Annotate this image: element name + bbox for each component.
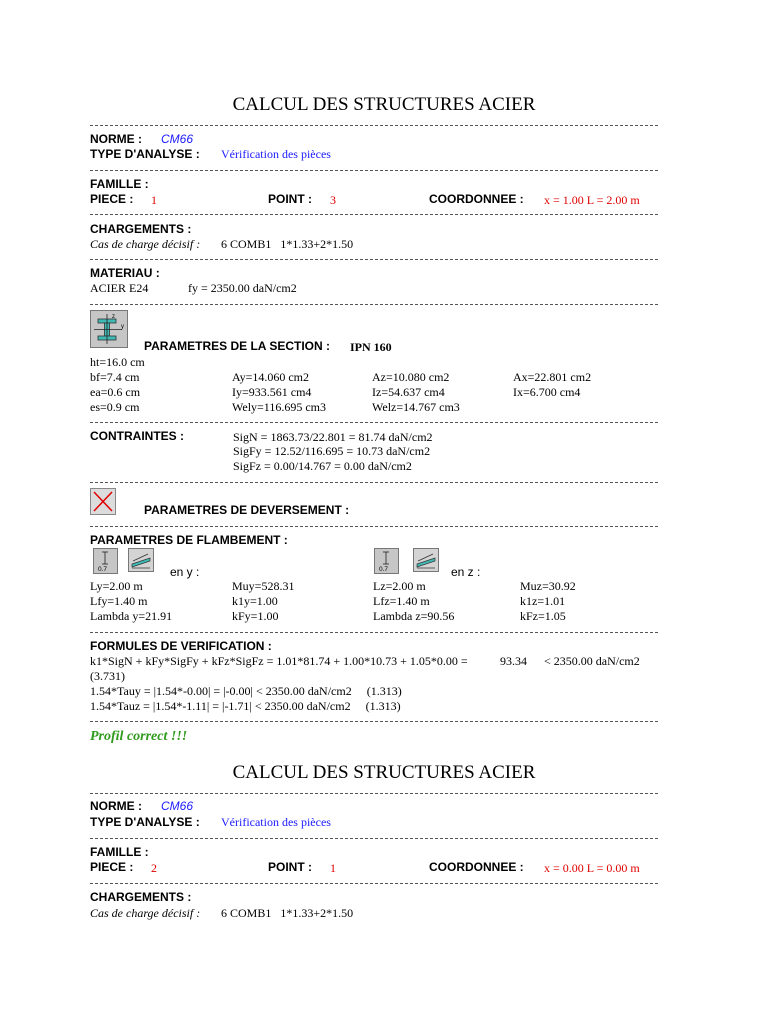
separator bbox=[90, 304, 658, 305]
flamb-muz: Muz=30.92 bbox=[520, 579, 576, 593]
separator bbox=[90, 838, 658, 839]
norme-value: CM66 bbox=[161, 132, 194, 146]
section-az: Az=10.080 cm2 bbox=[372, 370, 450, 384]
buckling-param-z-icon bbox=[413, 548, 439, 572]
section-ix: Ix=6.700 cm4 bbox=[513, 385, 581, 399]
type-analyse-value: Vérification des pièces bbox=[221, 147, 331, 161]
materiau-label: MATERIAU : bbox=[90, 266, 160, 280]
contraintes-label: CONTRAINTES : bbox=[90, 429, 184, 443]
flamb-ly: Ly=2.00 m bbox=[90, 579, 143, 593]
norme-value: CM66 bbox=[161, 799, 194, 813]
flamb-k1y: k1y=1.00 bbox=[232, 594, 278, 608]
coordonnee-value: x = 1.00 L = 2.00 m bbox=[544, 193, 640, 207]
section-profile-icon bbox=[90, 310, 128, 348]
contrainte-sigfy: SigFy = 12.52/116.695 = 10.73 daN/cm2 bbox=[233, 444, 431, 458]
separator bbox=[90, 259, 658, 260]
flamb-kfz: kFz=1.05 bbox=[520, 609, 566, 623]
section-ax: Ax=22.801 cm2 bbox=[513, 370, 592, 384]
section-iz: Iz=54.637 cm4 bbox=[372, 385, 445, 399]
cas-charge-value: 6 COMB1 1*1.33+2*1.50 bbox=[221, 906, 354, 920]
formule-interaction-ratio: (3.731) bbox=[90, 669, 125, 683]
separator bbox=[90, 170, 658, 171]
flamb-lambda-y: Lambda y=21.91 bbox=[90, 609, 173, 623]
cas-charge-value: 6 COMB1 1*1.33+2*1.50 bbox=[221, 237, 354, 251]
point-label: POINT : bbox=[268, 192, 312, 206]
coordonnee-label: COORDONNEE : bbox=[429, 860, 524, 874]
type-analyse-value: Vérification des pièces bbox=[221, 815, 331, 829]
chargements-label: CHARGEMENTS : bbox=[90, 222, 192, 236]
point-value: 3 bbox=[330, 193, 336, 207]
formule-tauz: 1.54*Tauz = |1.54*-1.11| = |-1.71| < 2350.00 daN/cm2 (1.313) bbox=[90, 699, 401, 713]
cas-charge-label: Cas de charge décisif : bbox=[90, 906, 201, 920]
section-ea: ea=0.6 cm bbox=[90, 385, 141, 399]
chargements-label: CHARGEMENTS : bbox=[90, 890, 192, 904]
formule-interaction: k1*SigN + kFy*SigFy + kFz*SigFz = 1.01*81.74 + 1.00*10.73 + 1.05*0.00 = bbox=[90, 654, 468, 668]
type-analyse-label: TYPE D'ANALYSE : bbox=[90, 147, 200, 161]
famille-label: FAMILLE : bbox=[90, 845, 149, 859]
separator bbox=[90, 125, 658, 126]
separator bbox=[90, 793, 658, 794]
svg-text:y: y bbox=[121, 324, 124, 330]
deversement-label: PARAMETRES DE DEVERSEMENT : bbox=[144, 503, 350, 517]
point-value: 1 bbox=[330, 861, 336, 875]
svg-text:z: z bbox=[112, 314, 115, 320]
contrainte-sigfz: SigFz = 0.00/14.767 = 0.00 daN/cm2 bbox=[233, 459, 412, 473]
formule-interaction-result: 93.34 bbox=[500, 654, 527, 668]
en-y-label: en y : bbox=[170, 565, 200, 579]
flamb-k1z: k1z=1.01 bbox=[520, 594, 566, 608]
piece-value: 2 bbox=[151, 861, 157, 875]
verification-result: Profil correct !!! bbox=[90, 729, 188, 744]
norme-label: NORME : bbox=[90, 799, 142, 813]
separator bbox=[90, 526, 658, 527]
coordonnee-value: x = 0.00 L = 0.00 m bbox=[544, 861, 640, 875]
section-wely: Wely=116.695 cm3 bbox=[232, 400, 327, 414]
page-title: CALCUL DES STRUCTURES ACIER bbox=[232, 94, 536, 115]
flamb-muy: Muy=528.31 bbox=[232, 579, 295, 593]
type-analyse-label: TYPE D'ANALYSE : bbox=[90, 815, 200, 829]
buckling-param-y-icon bbox=[128, 548, 154, 572]
section-ay: Ay=14.060 cm2 bbox=[232, 370, 309, 384]
section-bf: bf=7.4 cm bbox=[90, 370, 140, 384]
contrainte-sign: SigN = 1863.73/22.801 = 81.74 daN/cm2 bbox=[233, 430, 433, 444]
separator bbox=[90, 721, 658, 722]
piece-label: PIECE : bbox=[90, 860, 134, 874]
flamb-lfz: Lfz=1.40 m bbox=[373, 594, 430, 608]
section-ht: ht=16.0 cm bbox=[90, 355, 145, 369]
materiau-fy: fy = 2350.00 daN/cm2 bbox=[188, 281, 297, 295]
norme-label: NORME : bbox=[90, 132, 142, 146]
buckling-length-y-icon bbox=[93, 548, 118, 574]
famille-label: FAMILLE : bbox=[90, 177, 149, 191]
materiau-name: ACIER E24 bbox=[90, 281, 149, 295]
buckling-length-z-icon bbox=[374, 548, 399, 574]
flambement-label: PARAMETRES DE FLAMBEMENT : bbox=[90, 533, 288, 547]
separator bbox=[90, 632, 658, 633]
piece-value: 1 bbox=[151, 193, 157, 207]
deversement-disabled-icon bbox=[90, 488, 116, 515]
formule-tauy: 1.54*Tauy = |1.54*-0.00| = |-0.00| < 2350.00 daN/cm2 (1.313) bbox=[90, 684, 402, 698]
point-label: POINT : bbox=[268, 860, 312, 874]
flamb-lfy: Lfy=1.40 m bbox=[90, 594, 148, 608]
page-title-2: CALCUL DES STRUCTURES ACIER bbox=[232, 762, 536, 783]
flamb-lz: Lz=2.00 m bbox=[373, 579, 426, 593]
section-value: IPN 160 bbox=[350, 340, 392, 354]
buckling-coefficient-label: 0.7 bbox=[379, 566, 389, 573]
section-es: es=0.9 cm bbox=[90, 400, 140, 414]
separator bbox=[90, 214, 658, 215]
coordonnee-label: COORDONNEE : bbox=[429, 192, 524, 206]
section-welz: Welz=14.767 cm3 bbox=[372, 400, 460, 414]
formules-label: FORMULES DE VERIFICATION : bbox=[90, 639, 272, 653]
flamb-lambda-z: Lambda z=90.56 bbox=[373, 609, 455, 623]
section-iy: Iy=933.561 cm4 bbox=[232, 385, 312, 399]
section-label: PARAMETRES DE LA SECTION : bbox=[144, 339, 331, 353]
en-z-label: en z : bbox=[451, 565, 481, 579]
piece-label: PIECE : bbox=[90, 192, 134, 206]
separator bbox=[90, 883, 658, 884]
buckling-coefficient-label: 0.7 bbox=[98, 566, 108, 573]
separator bbox=[90, 422, 658, 423]
cas-charge-label: Cas de charge décisif : bbox=[90, 237, 201, 251]
flamb-kfy: kFy=1.00 bbox=[232, 609, 279, 623]
separator bbox=[90, 482, 658, 483]
formule-interaction-limit: < 2350.00 daN/cm2 bbox=[544, 654, 640, 668]
